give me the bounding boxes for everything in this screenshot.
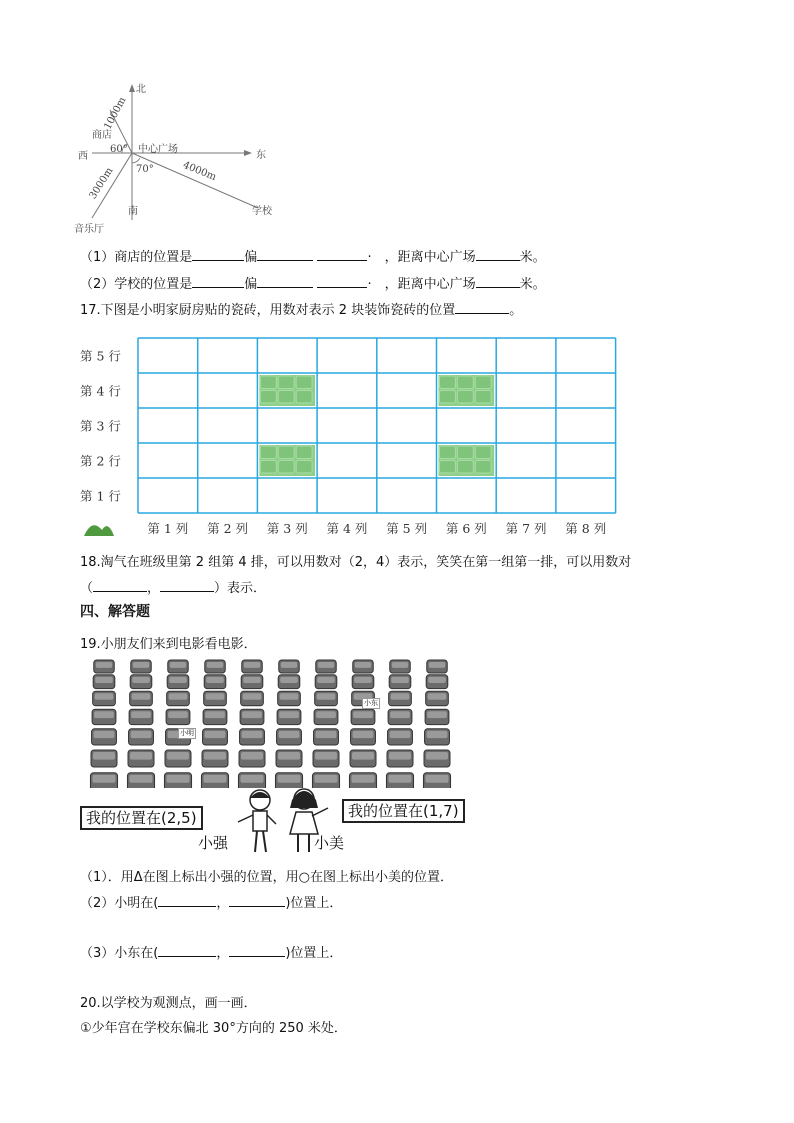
- seat-icon: [129, 729, 154, 745]
- seat-icon: [278, 691, 301, 706]
- seat-icon: [129, 709, 153, 724]
- column-label: 第 4 列: [326, 521, 368, 536]
- seat-icon: [426, 675, 448, 689]
- seat-icon: [316, 660, 337, 673]
- row-label: 第 1 行: [80, 488, 121, 504]
- seat-icon: [128, 750, 154, 767]
- seat-icon: [165, 750, 191, 767]
- compass-figure: [70, 80, 290, 235]
- q20-item-1: ①少年宫在学校东偏北 30°方向的 250 米处．: [80, 1021, 347, 1036]
- decorated-tile: [259, 445, 315, 476]
- center-label: 中心广场: [138, 144, 178, 155]
- seat-icon: [424, 750, 450, 767]
- seat-icon: [238, 773, 265, 788]
- decorated-tile: [259, 375, 315, 406]
- q20-title: 20.以学校为观测点，画一画．: [80, 996, 257, 1011]
- answer-blank[interactable]: [476, 248, 520, 261]
- seat-icon: [386, 773, 413, 788]
- speech-bubble-left: 我的位置在(2,5): [80, 806, 203, 830]
- answer-blank[interactable]: [476, 275, 520, 288]
- seat-icon: [127, 773, 154, 788]
- plant-icon: [84, 525, 114, 536]
- q19-sub-1: （1）．用Δ在图上标出小强的位置，用○在图上标出小美的位置．: [80, 870, 454, 885]
- east-label: 东: [256, 150, 266, 161]
- seat-icon: [241, 691, 264, 706]
- angle-school-label: 70°: [136, 164, 154, 175]
- seat-icon: [167, 691, 190, 706]
- row-label: 第 3 行: [80, 418, 121, 434]
- west-label: 西: [78, 151, 88, 162]
- seat-icon: [427, 660, 448, 673]
- distance-school-label: 4000m: [181, 159, 218, 184]
- seat-icon: [425, 709, 449, 724]
- column-label: 第 6 列: [445, 521, 487, 536]
- seat-icon: [277, 709, 301, 724]
- seat-icon: [353, 660, 374, 673]
- music-hall-label: 音乐厅: [74, 224, 104, 235]
- row-label: 第 2 行: [80, 453, 121, 469]
- shop-label: 商店: [92, 130, 112, 141]
- column-label: 第 2 列: [207, 521, 249, 536]
- q18-line-2: （ ， ）表示．: [80, 581, 267, 596]
- seat-icon: [239, 750, 265, 767]
- row-label: 第 5 行: [80, 348, 121, 364]
- south-label: 南: [128, 206, 138, 217]
- column-label: 第 3 列: [266, 521, 308, 536]
- column-label: 第 5 列: [386, 521, 428, 536]
- seat-icon: [240, 709, 264, 724]
- answer-blank[interactable]: [317, 248, 367, 261]
- seat-icon: [313, 750, 339, 767]
- column-label: 第 7 列: [505, 521, 547, 536]
- seat-icon: [278, 675, 300, 689]
- kid-name-right: 小美: [314, 834, 345, 852]
- seat-icon: [205, 660, 226, 673]
- answer-blank[interactable]: [192, 275, 244, 288]
- seat-icon: [130, 675, 152, 689]
- seat-icon: [130, 691, 153, 706]
- seat-icon: [277, 729, 302, 745]
- seat-icon: [388, 729, 413, 745]
- q19-sub-3: （3）小东在( ， )位置上．: [80, 946, 343, 961]
- answer-blank[interactable]: [93, 579, 147, 592]
- seat-icon: [242, 660, 263, 673]
- seat-icon: [92, 709, 116, 724]
- seat-icon: [204, 675, 226, 689]
- answer-blank[interactable]: [455, 301, 509, 314]
- seat-icon: [314, 709, 338, 724]
- q19-sub-2: （2）小明在( ， )位置上．: [80, 896, 343, 911]
- answer-blank[interactable]: [192, 248, 244, 261]
- seat-icon: [203, 709, 227, 724]
- seat-icon: [164, 773, 191, 788]
- answer-blank[interactable]: [160, 579, 214, 592]
- q17-text: 17.下图是小明家厨房贴的瓷砖，用数对表示 2 块装饰瓷砖的位置 。: [80, 303, 523, 318]
- seat-icon: [168, 660, 189, 673]
- tile-grid-figure: [80, 332, 620, 540]
- seat-icon: [204, 691, 227, 706]
- kid-name-left: 小强: [198, 834, 229, 852]
- seat-icon: [241, 675, 263, 689]
- seat-icon: [94, 660, 115, 673]
- seat-icon: [426, 691, 449, 706]
- seat-icon: [425, 729, 450, 745]
- q16-line-2: （2）学校的位置是 偏 · ，距离中心广场 米。: [80, 277, 546, 292]
- seat-icon: [389, 675, 411, 689]
- answer-blank[interactable]: [229, 894, 285, 907]
- column-label: 第 1 列: [147, 521, 189, 536]
- cinema-seats: [80, 656, 500, 788]
- xiaoming-seat-label: 小明: [180, 729, 194, 737]
- seat-icon: [201, 773, 228, 788]
- seat-icon: [166, 709, 190, 724]
- answer-blank[interactable]: [158, 944, 216, 957]
- distance-shop-label: 1000m: [102, 95, 129, 132]
- seat-icon: [93, 675, 115, 689]
- seat-icon: [315, 675, 337, 689]
- seat-icon: [92, 729, 117, 745]
- xiaodong-seat-label: 小东: [364, 699, 378, 707]
- seat-icon: [387, 750, 413, 767]
- seat-icon: [389, 691, 412, 706]
- seat-icon: [352, 675, 374, 689]
- north-label: 北: [136, 84, 146, 95]
- answer-blank[interactable]: [158, 894, 216, 907]
- seat-icon: [390, 660, 411, 673]
- seat-icon: [351, 709, 375, 724]
- decorated-tile: [439, 375, 495, 406]
- answer-blank[interactable]: [257, 275, 313, 288]
- seat-icon: [240, 729, 265, 745]
- seat-icon: [202, 750, 228, 767]
- answer-blank[interactable]: [257, 248, 313, 261]
- answer-blank[interactable]: [317, 275, 367, 288]
- seat-icon: [167, 675, 189, 689]
- column-label: 第 8 列: [565, 521, 607, 536]
- seat-icon: [350, 750, 376, 767]
- seat-icon: [423, 773, 450, 788]
- seat-icon: [91, 750, 117, 767]
- speech-bubble-right: 我的位置在(1,7): [342, 799, 465, 823]
- seat-icon: [315, 691, 338, 706]
- section-title: 四、解答题: [80, 604, 150, 620]
- seat-icon: [351, 729, 376, 745]
- seat-icon: [388, 709, 412, 724]
- q18-line-1: 18.淘气在班级里第 2 组第 4 排，可以用数对（2，4）表示，笑笑在第一组第一排，可以用数对: [80, 555, 632, 570]
- seat-icon: [349, 773, 376, 788]
- seat-icon: [279, 660, 300, 673]
- cinema-figure: [80, 656, 500, 856]
- seat-icon: [203, 729, 228, 745]
- seat-icon: [276, 750, 302, 767]
- angle-shop-label: 60°: [110, 144, 128, 155]
- q16-line-1: （1）商店的位置是 偏 · ，距离中心广场 米。: [80, 250, 546, 265]
- seat-icon: [314, 729, 339, 745]
- school-label: 学校: [252, 206, 272, 217]
- distance-music-label: 3000m: [87, 165, 116, 202]
- tile-grid: [80, 332, 620, 540]
- row-label: 第 4 行: [80, 383, 121, 399]
- q19-title: 19.小朋友们来到电影看电影．: [80, 637, 257, 652]
- answer-blank[interactable]: [229, 944, 285, 957]
- decorated-tile: [439, 445, 495, 476]
- seat-icon: [93, 691, 116, 706]
- seat-icon: [90, 773, 117, 788]
- seat-icon: [131, 660, 152, 673]
